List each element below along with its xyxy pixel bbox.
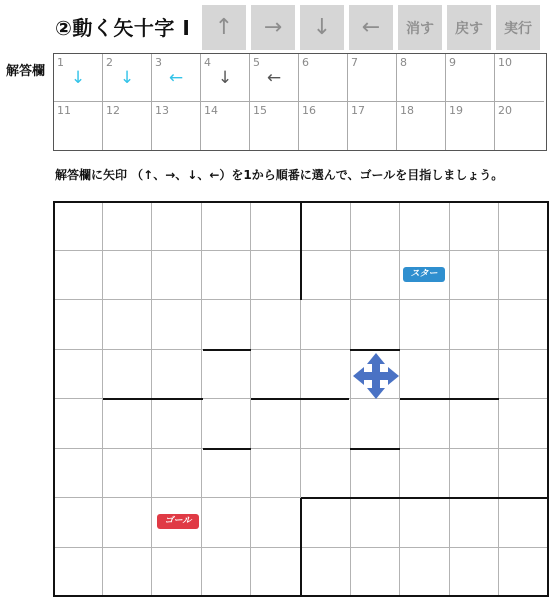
answer-cell-10[interactable] [495, 54, 544, 102]
board-cell [53, 251, 103, 301]
page-title: ②動く矢十字 I [55, 16, 191, 40]
board-cell [103, 449, 153, 499]
board-cell [103, 350, 153, 400]
answer-cell-19[interactable] [446, 102, 495, 150]
board-cell [400, 548, 450, 598]
answer-cell-arrow: ↓ [70, 68, 86, 88]
answer-cell-13[interactable] [152, 102, 201, 150]
board-cell [152, 399, 202, 449]
answer-cell-number: 8 [400, 56, 407, 69]
board-wall [301, 497, 549, 499]
arrow-down-icon: ↓ [312, 15, 332, 40]
answer-cell-number: 5 [253, 56, 260, 69]
board-cell [53, 399, 103, 449]
board-cell [400, 449, 450, 499]
board-cell [450, 498, 500, 548]
board-cell [103, 300, 153, 350]
board-wall [300, 201, 302, 300]
answer-label: 解答欄 [6, 64, 46, 79]
board-cell [103, 498, 153, 548]
down-arrow-button[interactable] [300, 5, 344, 50]
board-cell [251, 201, 301, 251]
answer-cell-number: 12 [106, 104, 120, 117]
answer-cell-number: 3 [155, 56, 162, 69]
answer-grid [53, 53, 547, 151]
answer-cell-number: 13 [155, 104, 169, 117]
board-wall [350, 448, 400, 450]
board-cell [450, 251, 500, 301]
board-cell [251, 498, 301, 548]
instruction-text: 解答欄に矢印 （↑、→、↓、←）を1から順番に選んで、ゴールを目指しましょう。 [55, 168, 504, 182]
board-cell [251, 449, 301, 499]
board-wall [350, 349, 400, 351]
board-cell [251, 350, 301, 400]
board-cell [152, 251, 202, 301]
arrow-left-icon: ← [361, 15, 381, 40]
board-cell [53, 449, 103, 499]
board-cell [202, 201, 252, 251]
board-cell [202, 548, 252, 598]
board-cell [251, 251, 301, 301]
board-cell [53, 548, 103, 598]
answer-cell-number: 11 [57, 104, 71, 117]
start-marker: スタート [403, 267, 445, 282]
board-cell [301, 449, 351, 499]
board-cell [301, 350, 351, 400]
answer-cell-arrow: ↓ [119, 68, 135, 88]
board-cell [202, 300, 252, 350]
answer-cell-6[interactable] [299, 54, 348, 102]
answer-cell-9[interactable] [446, 54, 495, 102]
board-wall [203, 448, 251, 450]
board-cell [351, 201, 401, 251]
board-cell [251, 300, 301, 350]
answer-cell-5[interactable] [250, 54, 299, 102]
game-board [53, 201, 549, 597]
board-cell [301, 201, 351, 251]
board-cell [53, 498, 103, 548]
answer-cell-number: 15 [253, 104, 267, 117]
board-cell [450, 201, 500, 251]
answer-cell-number: 4 [204, 56, 211, 69]
board-cell [103, 201, 153, 251]
board-wall [203, 349, 251, 351]
answer-cell-number: 1 [57, 56, 64, 69]
undo-button[interactable]: 戻す [447, 5, 491, 50]
board-cell [351, 300, 401, 350]
board-cell [450, 300, 500, 350]
board-cell [400, 498, 450, 548]
board-cell [499, 498, 549, 548]
answer-cell-number: 18 [400, 104, 414, 117]
answer-cell-number: 16 [302, 104, 316, 117]
board-cell [103, 548, 153, 598]
board-cell [351, 548, 401, 598]
board-cell [301, 300, 351, 350]
answer-cell-14[interactable] [201, 102, 250, 150]
answer-cell-8[interactable] [397, 54, 446, 102]
board-cell [450, 350, 500, 400]
answer-cell-15[interactable] [250, 102, 299, 150]
board-cell [152, 300, 202, 350]
goal-marker: ゴール [157, 514, 199, 529]
answer-cell-arrow: ← [168, 68, 184, 88]
answer-cell-arrow: ↓ [217, 68, 233, 88]
board-cell [202, 498, 252, 548]
answer-cell-2[interactable] [103, 54, 152, 102]
board-wall [400, 398, 499, 400]
board-cell [152, 449, 202, 499]
board-cell [53, 300, 103, 350]
answer-cell-1[interactable] [54, 54, 103, 102]
board-cell [400, 300, 450, 350]
board-cell [301, 251, 351, 301]
board-cell [251, 548, 301, 598]
answer-cell-4[interactable] [201, 54, 250, 102]
board-cell [351, 449, 401, 499]
board-cell [499, 449, 549, 499]
board-cell [450, 449, 500, 499]
board-cell [202, 449, 252, 499]
board-wall [251, 398, 349, 400]
board-cell [400, 399, 450, 449]
board-cell [351, 498, 401, 548]
board-cell [202, 350, 252, 400]
answer-cell-3[interactable] [152, 54, 201, 102]
board-cell [53, 201, 103, 251]
board-cell [103, 399, 153, 449]
answer-cell-number: 20 [498, 104, 512, 117]
board-wall [300, 498, 302, 597]
up-arrow-button[interactable] [202, 5, 246, 50]
answer-cell-20[interactable] [495, 102, 544, 150]
board-cell [202, 399, 252, 449]
board-cell [152, 201, 202, 251]
board-cell [351, 251, 401, 301]
board-cell [499, 251, 549, 301]
board-cell [53, 350, 103, 400]
answer-cell-number: 19 [449, 104, 463, 117]
erase-button[interactable]: 消す [398, 5, 442, 50]
board-cell [450, 548, 500, 598]
arrow-right-icon: → [263, 15, 283, 40]
board-cell [301, 548, 351, 598]
answer-cell-number: 14 [204, 104, 218, 117]
board-cell [301, 399, 351, 449]
board-cell [251, 399, 301, 449]
board-cell [400, 350, 450, 400]
answer-cell-arrow: ← [266, 68, 282, 88]
left-arrow-button[interactable] [349, 5, 393, 50]
answer-cell-number: 7 [351, 56, 358, 69]
answer-cell-number: 6 [302, 56, 309, 69]
board-cell [499, 300, 549, 350]
answer-cell-11[interactable] [54, 102, 103, 150]
board-cell [499, 201, 549, 251]
answer-cell-7[interactable] [348, 54, 397, 102]
board-cell [450, 399, 500, 449]
board-wall [103, 398, 203, 400]
answer-cell-number: 10 [498, 56, 512, 69]
board-cell [103, 251, 153, 301]
run-button[interactable]: 実行 [496, 5, 540, 50]
board-cell [400, 201, 450, 251]
four-way-arrow-icon[interactable] [352, 352, 400, 400]
answer-cell-17[interactable] [348, 102, 397, 150]
board-cell [301, 498, 351, 548]
answer-cell-16[interactable] [299, 102, 348, 150]
answer-cell-12[interactable] [103, 102, 152, 150]
answer-cell-number: 2 [106, 56, 113, 69]
board-cell [152, 548, 202, 598]
arrow-up-icon: ↑ [214, 15, 234, 40]
board-cell [499, 399, 549, 449]
answer-cell-18[interactable] [397, 102, 446, 150]
board-cell [499, 548, 549, 598]
board-cell [499, 350, 549, 400]
right-arrow-button[interactable] [251, 5, 295, 50]
answer-cell-number: 9 [449, 56, 456, 69]
board-cell [202, 251, 252, 301]
board-cell [152, 350, 202, 400]
board-cell [351, 399, 401, 449]
answer-cell-number: 17 [351, 104, 365, 117]
